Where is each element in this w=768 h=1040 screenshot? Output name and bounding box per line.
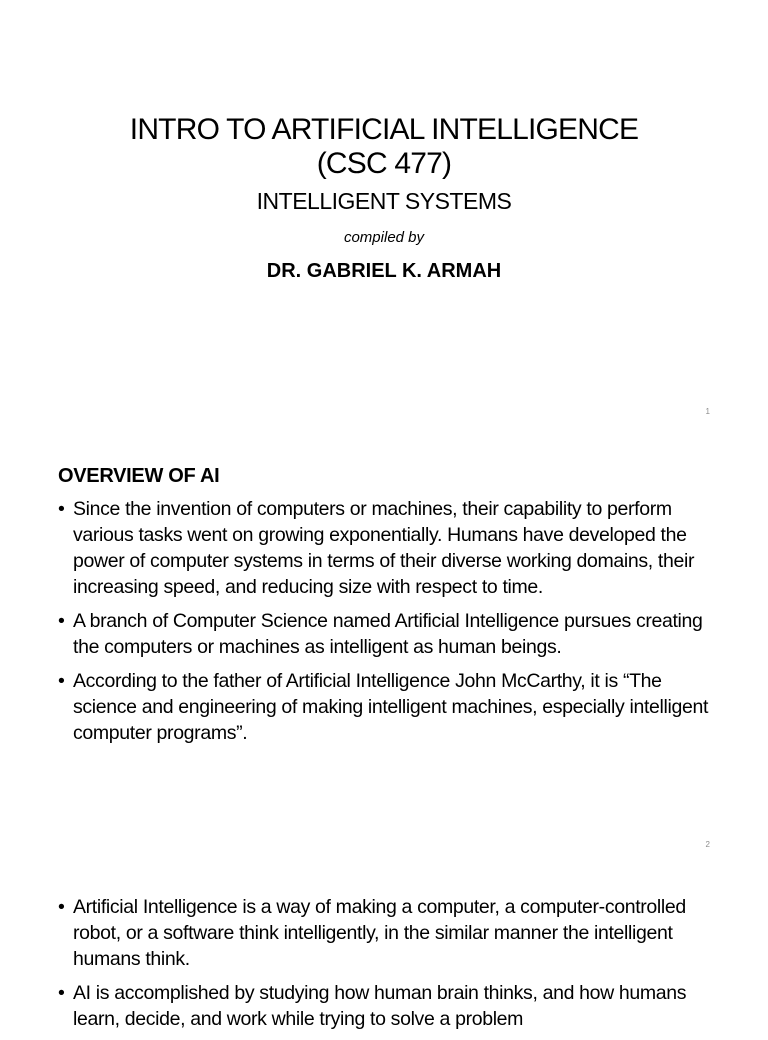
- slide-definition: [0, 864, 768, 1030]
- bullet-item: [58, 608, 718, 660]
- course-subtitle: INTELLIGENT SYSTEMS: [256, 188, 512, 214]
- bullet-list: [58, 496, 718, 754]
- slide-heading: OVERVIEW OF AI: [58, 465, 220, 487]
- bullet-text: Artificial Intelligence is a way of making a computer, a computer-controlled robot, or a software think intelligently, in the similar manner the intelligent humans think.: [73, 896, 686, 970]
- bullet-item: [58, 668, 718, 746]
- slide-overview: [0, 432, 768, 864]
- bullet-text: AI is accomplished by studying how human brain thinks, and how humans learn, decide, and work while trying to solve a problem: [73, 982, 687, 1030]
- bullet-glyph: •: [58, 610, 65, 632]
- bullet-item: [58, 980, 718, 1032]
- compiled-by-label: compiled by: [343, 229, 425, 246]
- course-code: (CSC 477): [316, 147, 452, 180]
- bullet-item: [58, 496, 718, 600]
- page-number: 1: [705, 407, 710, 416]
- bullet-glyph: •: [58, 670, 65, 692]
- slide-title: [0, 0, 768, 432]
- bullet-item: [58, 894, 718, 972]
- bullet-glyph: •: [58, 498, 65, 520]
- course-title: INTRO TO ARTIFICIAL INTELLIGENCE: [129, 113, 639, 146]
- bullet-text: According to the father of Artificial Intelligence John McCarthy, it is “The science and engineering of making intelligent machines, especially intelligent computer programs”.: [73, 670, 709, 744]
- bullet-list: [58, 894, 718, 1040]
- author-name: DR. GABRIEL K. ARMAH: [266, 260, 502, 282]
- bullet-text: A branch of Computer Science named Artificial Intelligence pursues creating the computers or machines as intelligent as human beings.: [73, 610, 703, 658]
- bullet-glyph: •: [58, 896, 65, 918]
- bullet-glyph: •: [58, 982, 65, 1004]
- page-number: 2: [705, 840, 710, 849]
- bullet-text: Since the invention of computers or machines, their capability to perform various tasks went on growing exponentially. Humans have developed the power of computer systems in terms of their diverse working domains, their increasing speed, and reducing size with respect to time.: [73, 498, 695, 598]
